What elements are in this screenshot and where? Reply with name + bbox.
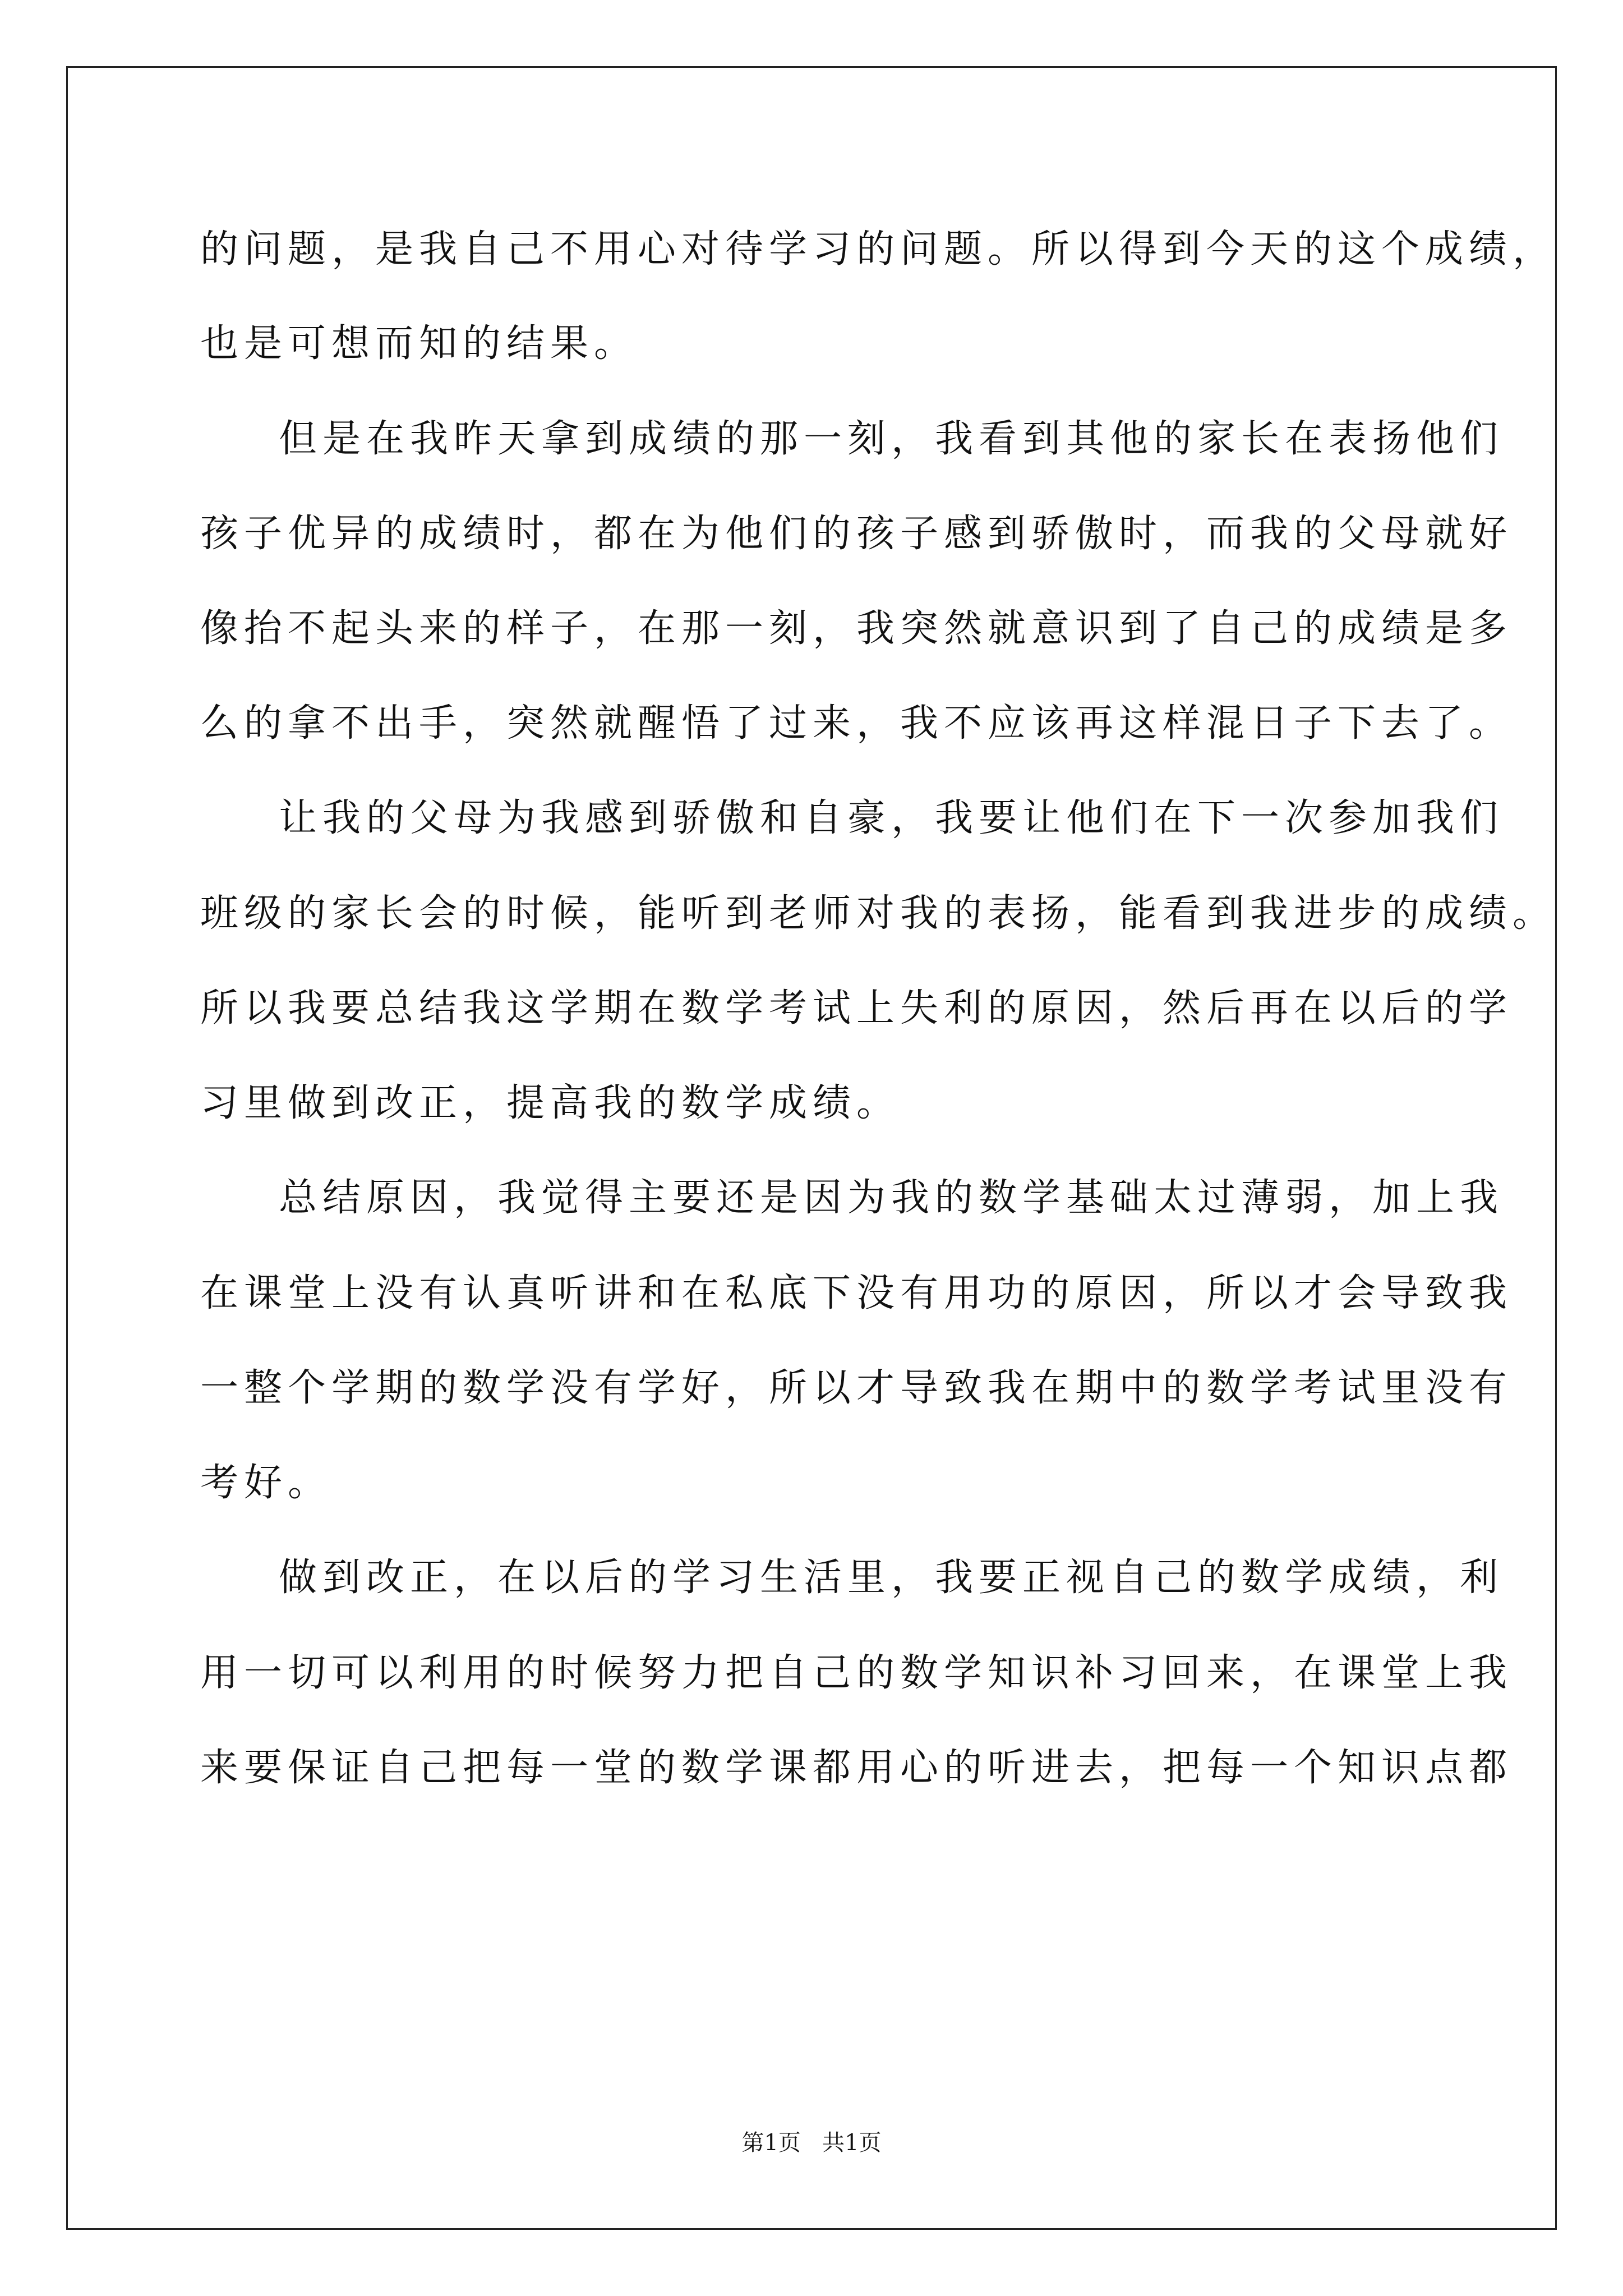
paragraph-start-line: 做到改正，在以后的学习生活里，我要正视自己的数学成绩，利: [279, 1556, 1504, 1600]
text-line: 也是可想而知的结果。: [200, 321, 638, 366]
paragraph-start-line: 总结原因，我觉得主要还是因为我的数学基础太过薄弱，加上我: [279, 1176, 1504, 1220]
text-line: 的问题，是我自己不用心对待学习的问题。所以得到今天的这个成绩，: [200, 227, 1557, 272]
page-border: [66, 66, 1557, 2230]
paragraph-start-line: 让我的父母为我感到骄傲和自豪，我要让他们在下一次参加我们: [279, 796, 1504, 840]
text-line: 在课堂上没有认真听讲和在私底下没有用功的原因，所以才会导致我: [200, 1271, 1513, 1315]
text-line: 班级的家长会的时候，能听到老师对我的表扬，能看到我进步的成绩。: [200, 891, 1557, 936]
text-line: 么的拿不出手，突然就醒悟了过来，我不应该再这样混日子下去了。: [200, 701, 1513, 746]
text-line: 考好。: [200, 1461, 332, 1505]
text-line: 来要保证自己把每一堂的数学课都用心的听进去，把每一个知识点都: [200, 1746, 1513, 1790]
paragraph-start-line: 但是在我昨天拿到成绩的那一刻，我看到其他的家长在表扬他们: [279, 417, 1504, 461]
page-number-footer: 第1页 共1页: [741, 2130, 882, 2156]
text-line: 一整个学期的数学没有学好，所以才导致我在期中的数学考试里没有: [200, 1366, 1513, 1410]
text-line: 所以我要总结我这学期在数学考试上失利的原因，然后再在以后的学: [200, 986, 1513, 1030]
text-line: 用一切可以利用的时候努力把自己的数学知识补习回来，在课堂上我: [200, 1651, 1513, 1695]
text-line: 习里做到改正，提高我的数学成绩。: [200, 1081, 901, 1125]
text-line: 像抬不起头来的样子，在那一刻，我突然就意识到了自己的成绩是多: [200, 606, 1513, 651]
text-line: 孩子优异的成绩时，都在为他们的孩子感到骄傲时，而我的父母就好: [200, 512, 1513, 556]
